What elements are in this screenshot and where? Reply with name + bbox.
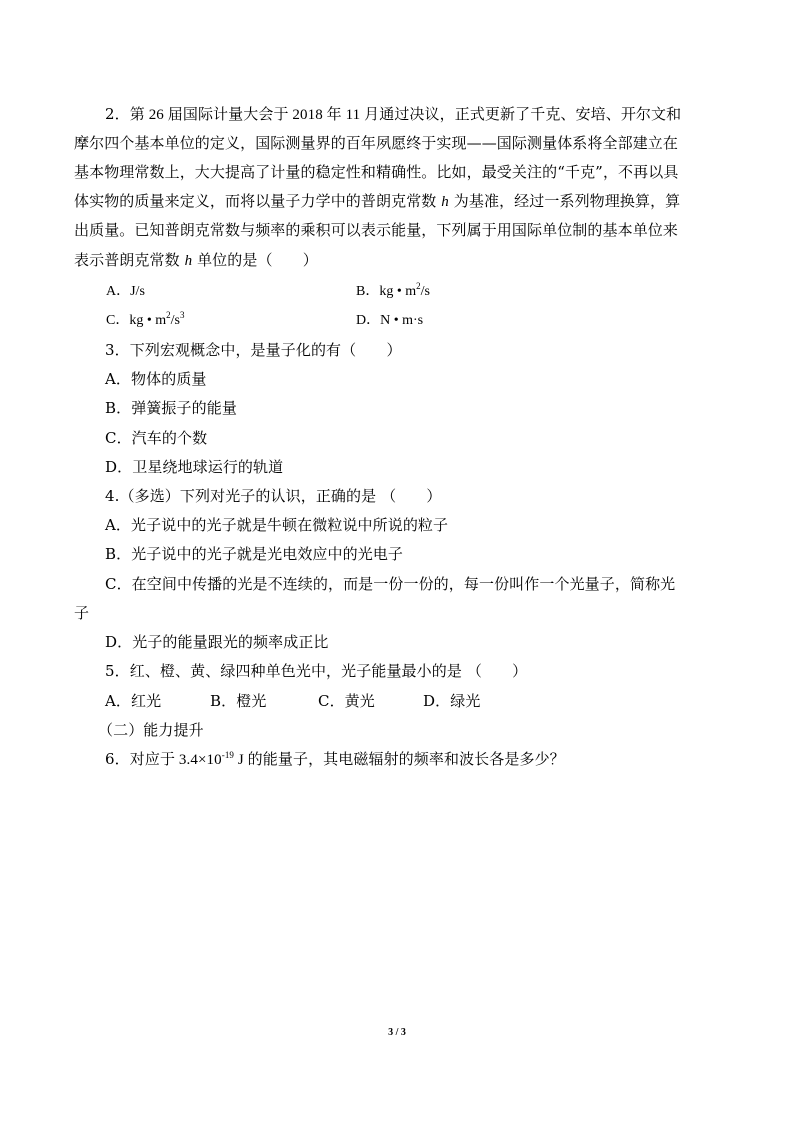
q2-text: 26 — [144, 107, 168, 123]
q3-option-b[interactable]: B．弹簧振子的能量 — [105, 399, 237, 417]
q6-unit: J — [234, 752, 248, 768]
q2-option-text: /s — [170, 313, 180, 328]
q4-option-c-continued[interactable]: 子 — [74, 604, 90, 622]
q6-text: 的能量子，其电磁辐射的频率和波长各是多少？ — [247, 750, 565, 768]
q5-option-a[interactable]: A．红光 — [105, 692, 162, 710]
q2-text: 2018 — [288, 107, 327, 123]
q5-option-c[interactable]: C．黄光 — [318, 692, 375, 710]
q3-option-d[interactable]: D．卫星绕地球运行的轨道 — [105, 458, 284, 476]
planck-symbol: h — [184, 253, 193, 269]
q6-text: 6．对应于 — [105, 750, 176, 768]
q2-line-1 — [105, 104, 681, 125]
q2-text: 单位的是（ ） — [197, 251, 318, 269]
q5-option-d[interactable]: D．绿光 — [423, 692, 481, 710]
q4-option-d[interactable]: D．光子的能量跟光的频率成正比 — [105, 633, 329, 651]
q3-stem: 3．下列宏观概念中，是量子化的有（ ） — [105, 341, 402, 359]
q2-option-b[interactable] — [356, 282, 430, 302]
q6-stem — [105, 749, 565, 770]
q2-text: 届国际计量大会于 — [167, 105, 289, 123]
q2-text: 为基准，经过一系列物理换算，算 — [453, 192, 681, 210]
q2-number: 2．第 — [105, 105, 145, 123]
q2-text: 体实物的质量来定义，而将以量子力学中的普朗克常数 — [74, 192, 437, 210]
planck-symbol: h — [441, 194, 449, 210]
q3-option-a[interactable]: A．物体的质量 — [105, 370, 207, 388]
q2-option-a[interactable]: A．J/s — [106, 284, 145, 299]
q2-line-3: 基本物理常数上，大大提高了计量的稳定性和精确性。比如，最受关注的“千克”，不再以具 — [74, 163, 679, 181]
q5-option-b[interactable]: B．橙光 — [210, 692, 267, 710]
q2-option-text: B．kg • m — [356, 284, 417, 299]
section-heading: （二）能力提升 — [98, 721, 204, 739]
superscript: -19 — [221, 750, 235, 760]
q2-line-5: 出质量。已知普朗克常数与频率的乘积可以表示能量，下列属于用国际单位制的基本单位来 — [74, 221, 679, 239]
page-number: 3 / 3 — [388, 1027, 406, 1038]
q4-option-b[interactable]: B．光子说中的光子就是光电效应中的光电子 — [105, 545, 404, 563]
q2-line-4 — [74, 191, 680, 212]
q2-option-text: C．kg • m — [106, 313, 167, 328]
q4-stem: 4.（多选）下列对光子的认识，正确的是 （ ） — [105, 487, 442, 505]
q2-text: 月通过决议，正式更新了千克、安培、开尔文和 — [364, 105, 682, 123]
q2-line-6 — [74, 250, 318, 271]
q2-option-c[interactable] — [106, 311, 184, 331]
q2-option-text: /s — [420, 284, 430, 299]
q3-option-c[interactable]: C．汽车的个数 — [105, 429, 208, 447]
superscript: 2 — [416, 281, 421, 291]
q2-text: 表示普朗克常数 — [74, 251, 180, 269]
q2-text: 年 — [326, 105, 342, 123]
q5-stem: 5．红、橙、黄、绿四种单色光中，光子能量最小的是 （ ） — [105, 662, 528, 680]
q4-option-c[interactable]: C．在空间中传播的光是不连续的，而是一份一份的，每一份叫作一个光量子，简称光 — [105, 575, 676, 593]
q4-option-a[interactable]: A．光子说中的光子就是牛顿在微粒说中所说的粒子 — [105, 516, 449, 534]
q2-line-2: 摩尔四个基本单位的定义，国际测量界的百年夙愿终于实现——国际测量体系将全部建立在 — [74, 134, 679, 152]
superscript: 2 — [166, 310, 171, 320]
q2-text: 11 — [341, 107, 365, 123]
q2-option-d[interactable]: D．N • m·s — [356, 313, 424, 328]
superscript: 3 — [179, 310, 185, 320]
q6-value: 3.4×10 — [175, 752, 222, 768]
